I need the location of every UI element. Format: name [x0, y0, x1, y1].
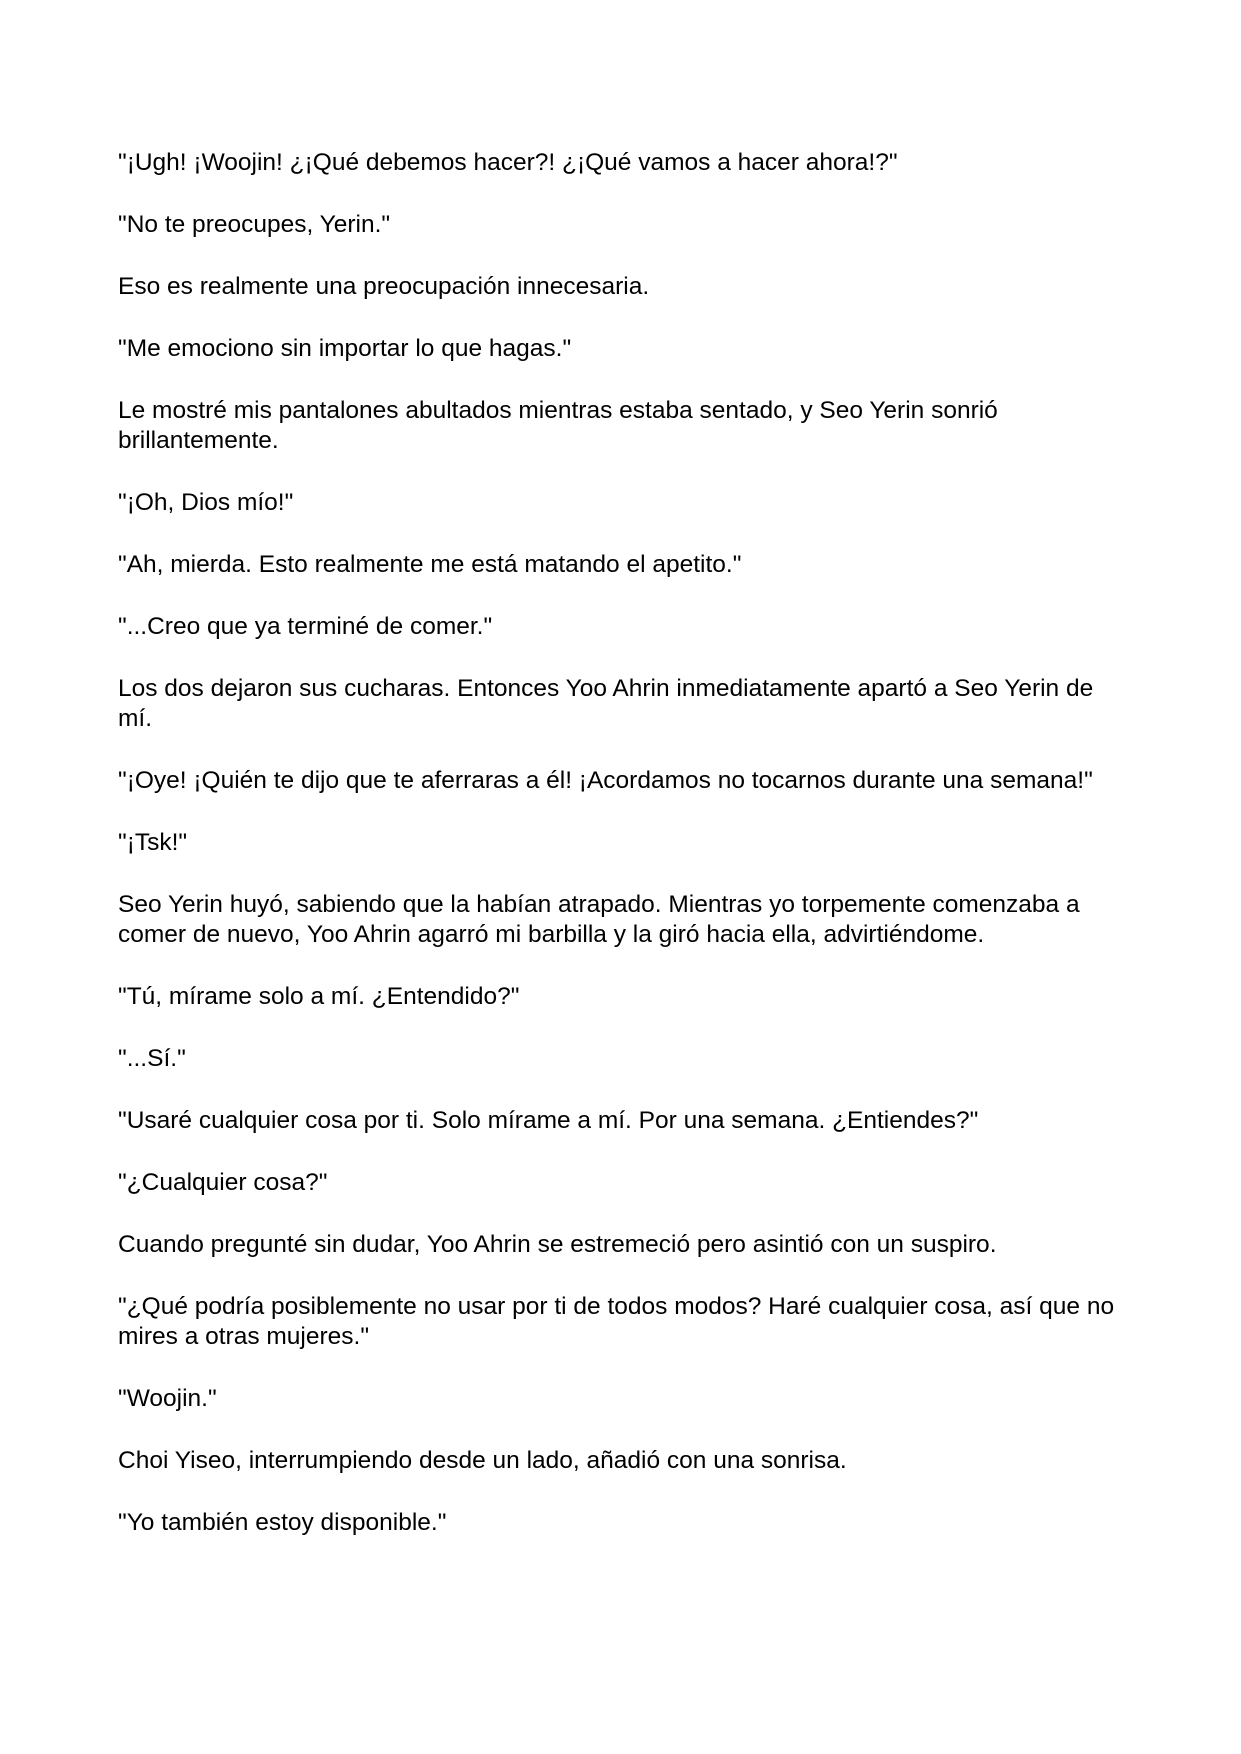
document-body	[118, 148, 1128, 1570]
paragraph: Le mostré mis pantalones abultados mientras estaba sentado, y Seo Yerin sonrió brillantemente.	[118, 397, 998, 454]
paragraph: "No te preocupes, Yerin."	[118, 211, 391, 238]
paragraph: "...Creo que ya terminé de comer."	[118, 613, 493, 640]
paragraph: "¿Qué podría posiblemente no usar por ti de todos modos? Haré cualquier cosa, así que no mires a otras mujeres."	[118, 1293, 1115, 1350]
paragraph: Choi Yiseo, interrumpiendo desde un lado, añadió con una sonrisa.	[118, 1447, 847, 1474]
paragraph: "Usaré cualquier cosa por ti. Solo mírame a mí. Por una semana. ¿Entiendes?"	[118, 1107, 979, 1134]
paragraph: "¡Ugh! ¡Woojin! ¿¡Qué debemos hacer?! ¿¡Qué vamos a hacer ahora!?"	[118, 149, 898, 176]
paragraph: Los dos dejaron sus cucharas. Entonces Yoo Ahrin inmediatamente apartó a Seo Yerin de mí.	[118, 675, 1094, 732]
paragraph: Eso es realmente una preocupación innecesaria.	[118, 273, 650, 300]
paragraph: "Ah, mierda. Esto realmente me está matando el apetito."	[118, 551, 742, 578]
paragraph: "¡Oh, Dios mío!"	[118, 489, 294, 516]
paragraph: Cuando pregunté sin dudar, Yoo Ahrin se estremeció pero asintió con un suspiro.	[118, 1231, 997, 1258]
paragraph: "Yo también estoy disponible."	[118, 1509, 447, 1536]
paragraph: "Tú, mírame solo a mí. ¿Entendido?"	[118, 983, 520, 1010]
paragraph: "¡Tsk!"	[118, 829, 188, 856]
paragraph: Seo Yerin huyó, sabiendo que la habían atrapado. Mientras yo torpemente comenzaba a comer de nuevo, Yoo Ahrin agarró mi barbilla y la giró hacia ella, advirtiéndome.	[118, 891, 1080, 948]
paragraph: "...Sí."	[118, 1045, 186, 1072]
paragraph: "¿Cualquier cosa?"	[118, 1169, 328, 1196]
paragraph: "Woojin."	[118, 1385, 217, 1412]
paragraph: "Me emociono sin importar lo que hagas."	[118, 335, 572, 362]
paragraph: "¡Oye! ¡Quién te dijo que te aferraras a él! ¡Acordamos no tocarnos durante una semana!"	[118, 767, 1093, 794]
